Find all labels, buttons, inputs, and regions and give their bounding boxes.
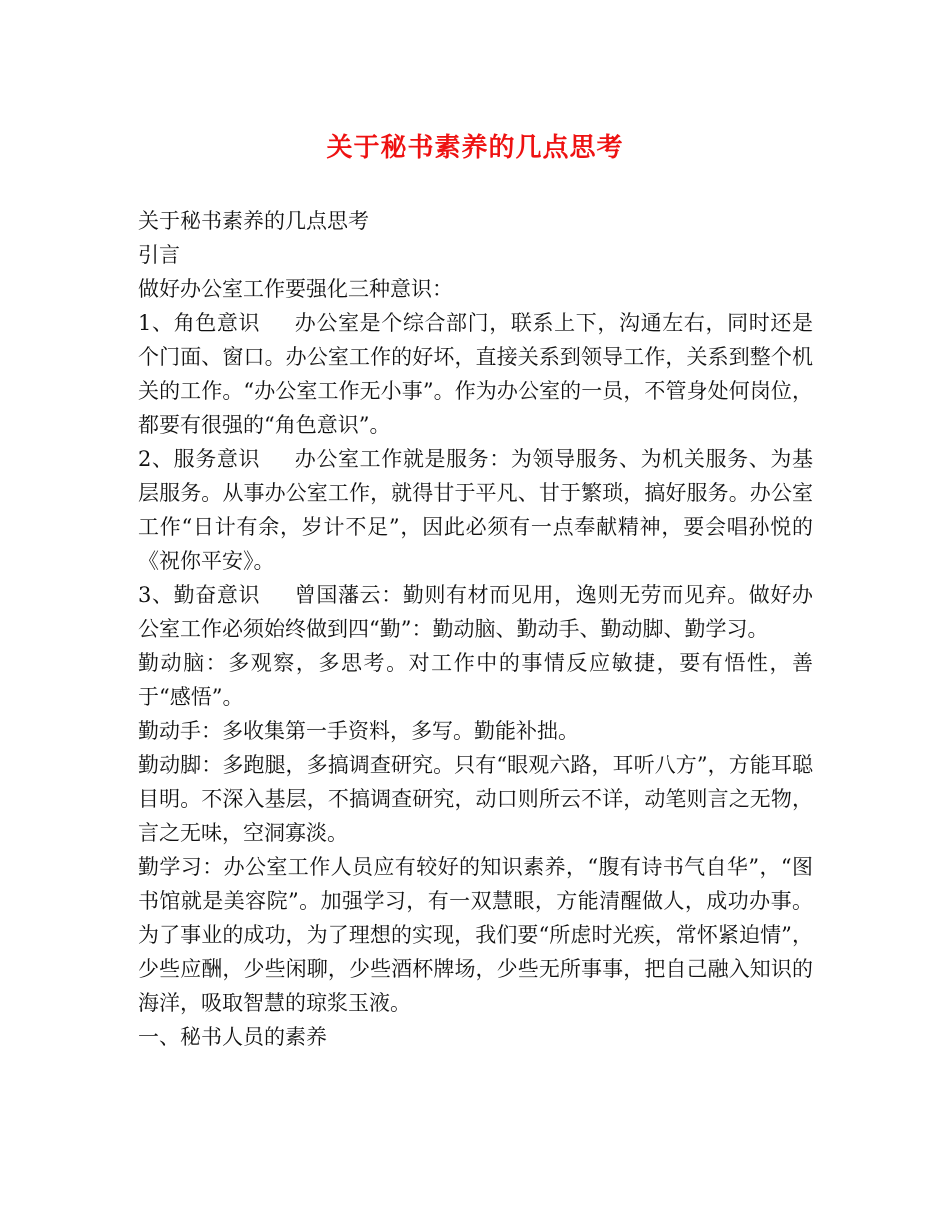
document-body	[138, 204, 813, 1054]
paragraph-intro-heading	[138, 238, 813, 272]
paragraph-diligent-brain	[138, 646, 813, 714]
paragraph-diligent-study	[138, 850, 813, 1020]
paragraph-service-awareness	[138, 442, 813, 578]
item-label: 1、角色意识	[138, 311, 261, 335]
paragraph-text: 勤动脚：多跑腿，多搞调查研究。只有“眼观六路，耳听八方”，方能耳聪目明。不深入基层，不搞调查研究，动口则所云不详，动笔则言之无物，言之无味，空洞寡淡。	[138, 753, 813, 845]
paragraph-three-awareness	[138, 272, 813, 306]
paragraph-text: 引言	[138, 243, 180, 267]
item-text: 曾国藩云：勤则有材而见用，逸则无劳而见弃。做好办公室工作必须始终做到四“勤”：勤动脑、勤动手、勤动脚、勤学习。	[138, 583, 813, 641]
section-heading-secretary-qualities	[138, 1020, 813, 1054]
paragraph-text: 关于秘书素养的几点思考	[138, 209, 369, 233]
item-text: 办公室是个综合部门，联系上下，沟通左右，同时还是个门面、窗口。办公室工作的好坏，直接关系到领导工作，关系到整个机关的工作。“办公室工作无小事”。作为办公室的一员，不管身处何岗位，都要有很强的“角色意识”。	[138, 311, 813, 437]
item-label: 2、服务意识	[138, 447, 261, 471]
paragraph-diligent-hands	[138, 714, 813, 748]
paragraph-diligence-awareness	[138, 578, 813, 646]
paragraph-text: 勤动手：多收集第一手资料，多写。勤能补拙。	[138, 719, 579, 743]
paragraph-text: 勤学习：办公室工作人员应有较好的知识素养，“腹有诗书气自华”，“图书馆就是美容院”。加强学习，有一双慧眼，方能清醒做人，成功办事。为了事业的成功，为了理想的实现，我们要“所虑时光疾，常怀紧迫情”，少些应酬，少些闲聊，少些酒杯牌场，少些无所事事，把自己融入知识的海洋，吸取智慧的琼浆玉液。	[138, 855, 813, 1015]
paragraph-role-awareness	[138, 306, 813, 442]
paragraph-text: 一、秘书人员的素养	[138, 1025, 327, 1049]
paragraph-diligent-feet	[138, 748, 813, 850]
item-label: 3、勤奋意识	[138, 583, 261, 607]
paragraph-subtitle	[138, 204, 813, 238]
document-title: 关于秘书素养的几点思考	[326, 133, 624, 163]
item-text: 办公室工作就是服务：为领导服务、为机关服务、为基层服务。从事办公室工作，就得甘于平凡、甘于繁琐，搞好服务。办公室工作“日计有余，岁计不足”，因此必须有一点奉献精神，要会唱孙悦的《祝你平安》。	[138, 447, 813, 573]
paragraph-text: 勤动脑：多观察，多思考。对工作中的事情反应敏捷，要有悟性，善于“感悟”。	[138, 651, 813, 709]
paragraph-text: 做好办公室工作要强化三种意识：	[138, 277, 453, 301]
